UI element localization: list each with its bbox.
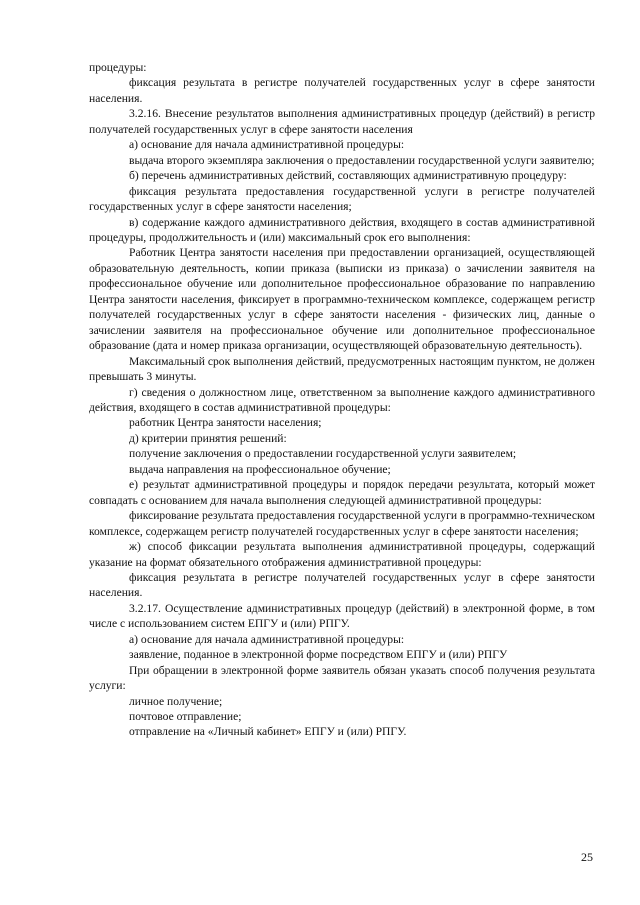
list-item: личное получение; [129,694,223,708]
paragraph: работник Центра занятости населения; [129,416,322,430]
paragraph: а) основание для начала административной процедуры: [129,138,405,152]
paragraph: Максимальный срок выполнения действий, предусмотренных настоящим пунктом, не должен превышать 3 минуты. [89,354,595,384]
paragraph: При обращении в электронной форме заявитель обязан указать способ получения результата услуги: [89,663,595,693]
document-body [89,60,595,740]
paragraph: б) перечень административных действий, составляющих административную процедуру: [129,169,567,183]
section-heading: 3.2.16. Внесение результатов выполнения административных процедур (действий) в регистр получателей государственных услуг в сфере занятости населения [89,107,595,136]
paragraph: выдача направления на профессиональное обучение; [129,462,391,476]
paragraph: ж) способ фиксации результата выполнения административной процедуры, содержащий указание на формат обязательного отображения административной процедуры: [89,540,595,569]
page-number: 25 [581,850,593,864]
paragraph: а) основание для начала административной процедуры: [129,632,405,646]
paragraph: фиксация результата в регистре получателей государственных услуг в сфере занятости населения. [89,570,595,600]
list-item: отправление на «Личный кабинет» ЕПГУ и (или) РПГУ. [129,725,407,739]
paragraph: в) содержание каждого административного действия, входящего в состав административной процедуры, продолжительность и (или) максимальный срок его выполнения: [89,215,595,244]
paragraph: выдача второго экземпляра заключения о предоставлении государственной услуги заявителю; [129,153,595,167]
paragraph: процедуры: [89,61,147,74]
list-item: почтовое отправление; [129,710,242,724]
paragraph: г) сведения о должностном лице, ответственном за выполнение каждого административного действия, входящего в состав административной процедуры: [89,385,595,414]
paragraph: д) критерии принятия решений: [129,431,287,445]
section-heading: 3.2.17. Осуществление административных процедур (действий) в электронной форме, в том числе с использованием систем ЕПГУ и (или) РПГУ. [89,601,595,631]
paragraph: фиксирование результата предоставления государственной услуги в программно-техническом комплексе, содержащем регистр получателей государственных услуг в сфере занятости населения; [89,509,595,538]
paragraph: е) результат административной процедуры и порядок передачи результата, который может совпадать с основанием для начала выполнения следующей административной процедуры: [89,478,595,507]
paragraph: фиксация результата предоставления государственной услуги в регистре получателей государственных услуг в сфере занятости населения; [89,184,595,214]
paragraph: фиксация результата в регистре получателей государственных услуг в сфере занятости населения. [89,76,595,105]
paragraph: Работник Центра занятости населения при предоставлении организацией, осуществляющей образовательную деятельность, копии приказа (выписки из приказа) о зачислении заявителя на профессиональное обучение или дополнительное профессиональное образование по направлению Центра занятости населения, фиксирует в программно-техническом комплексе, содержащем регистр получателей государственных услуг в сфере занятости населения - физических лиц, данные о зачислении заявителя на профессиональное обучение или дополнительное профессиональное образование (дата и номер приказа организации, осуществляющей образовательную деятельность). [89,246,595,353]
paragraph: заявление, поданное в электронной форме посредством ЕПГУ и (или) РПГУ [129,648,508,662]
paragraph: получение заключения о предоставлении государственной услуги заявителем; [129,447,517,461]
